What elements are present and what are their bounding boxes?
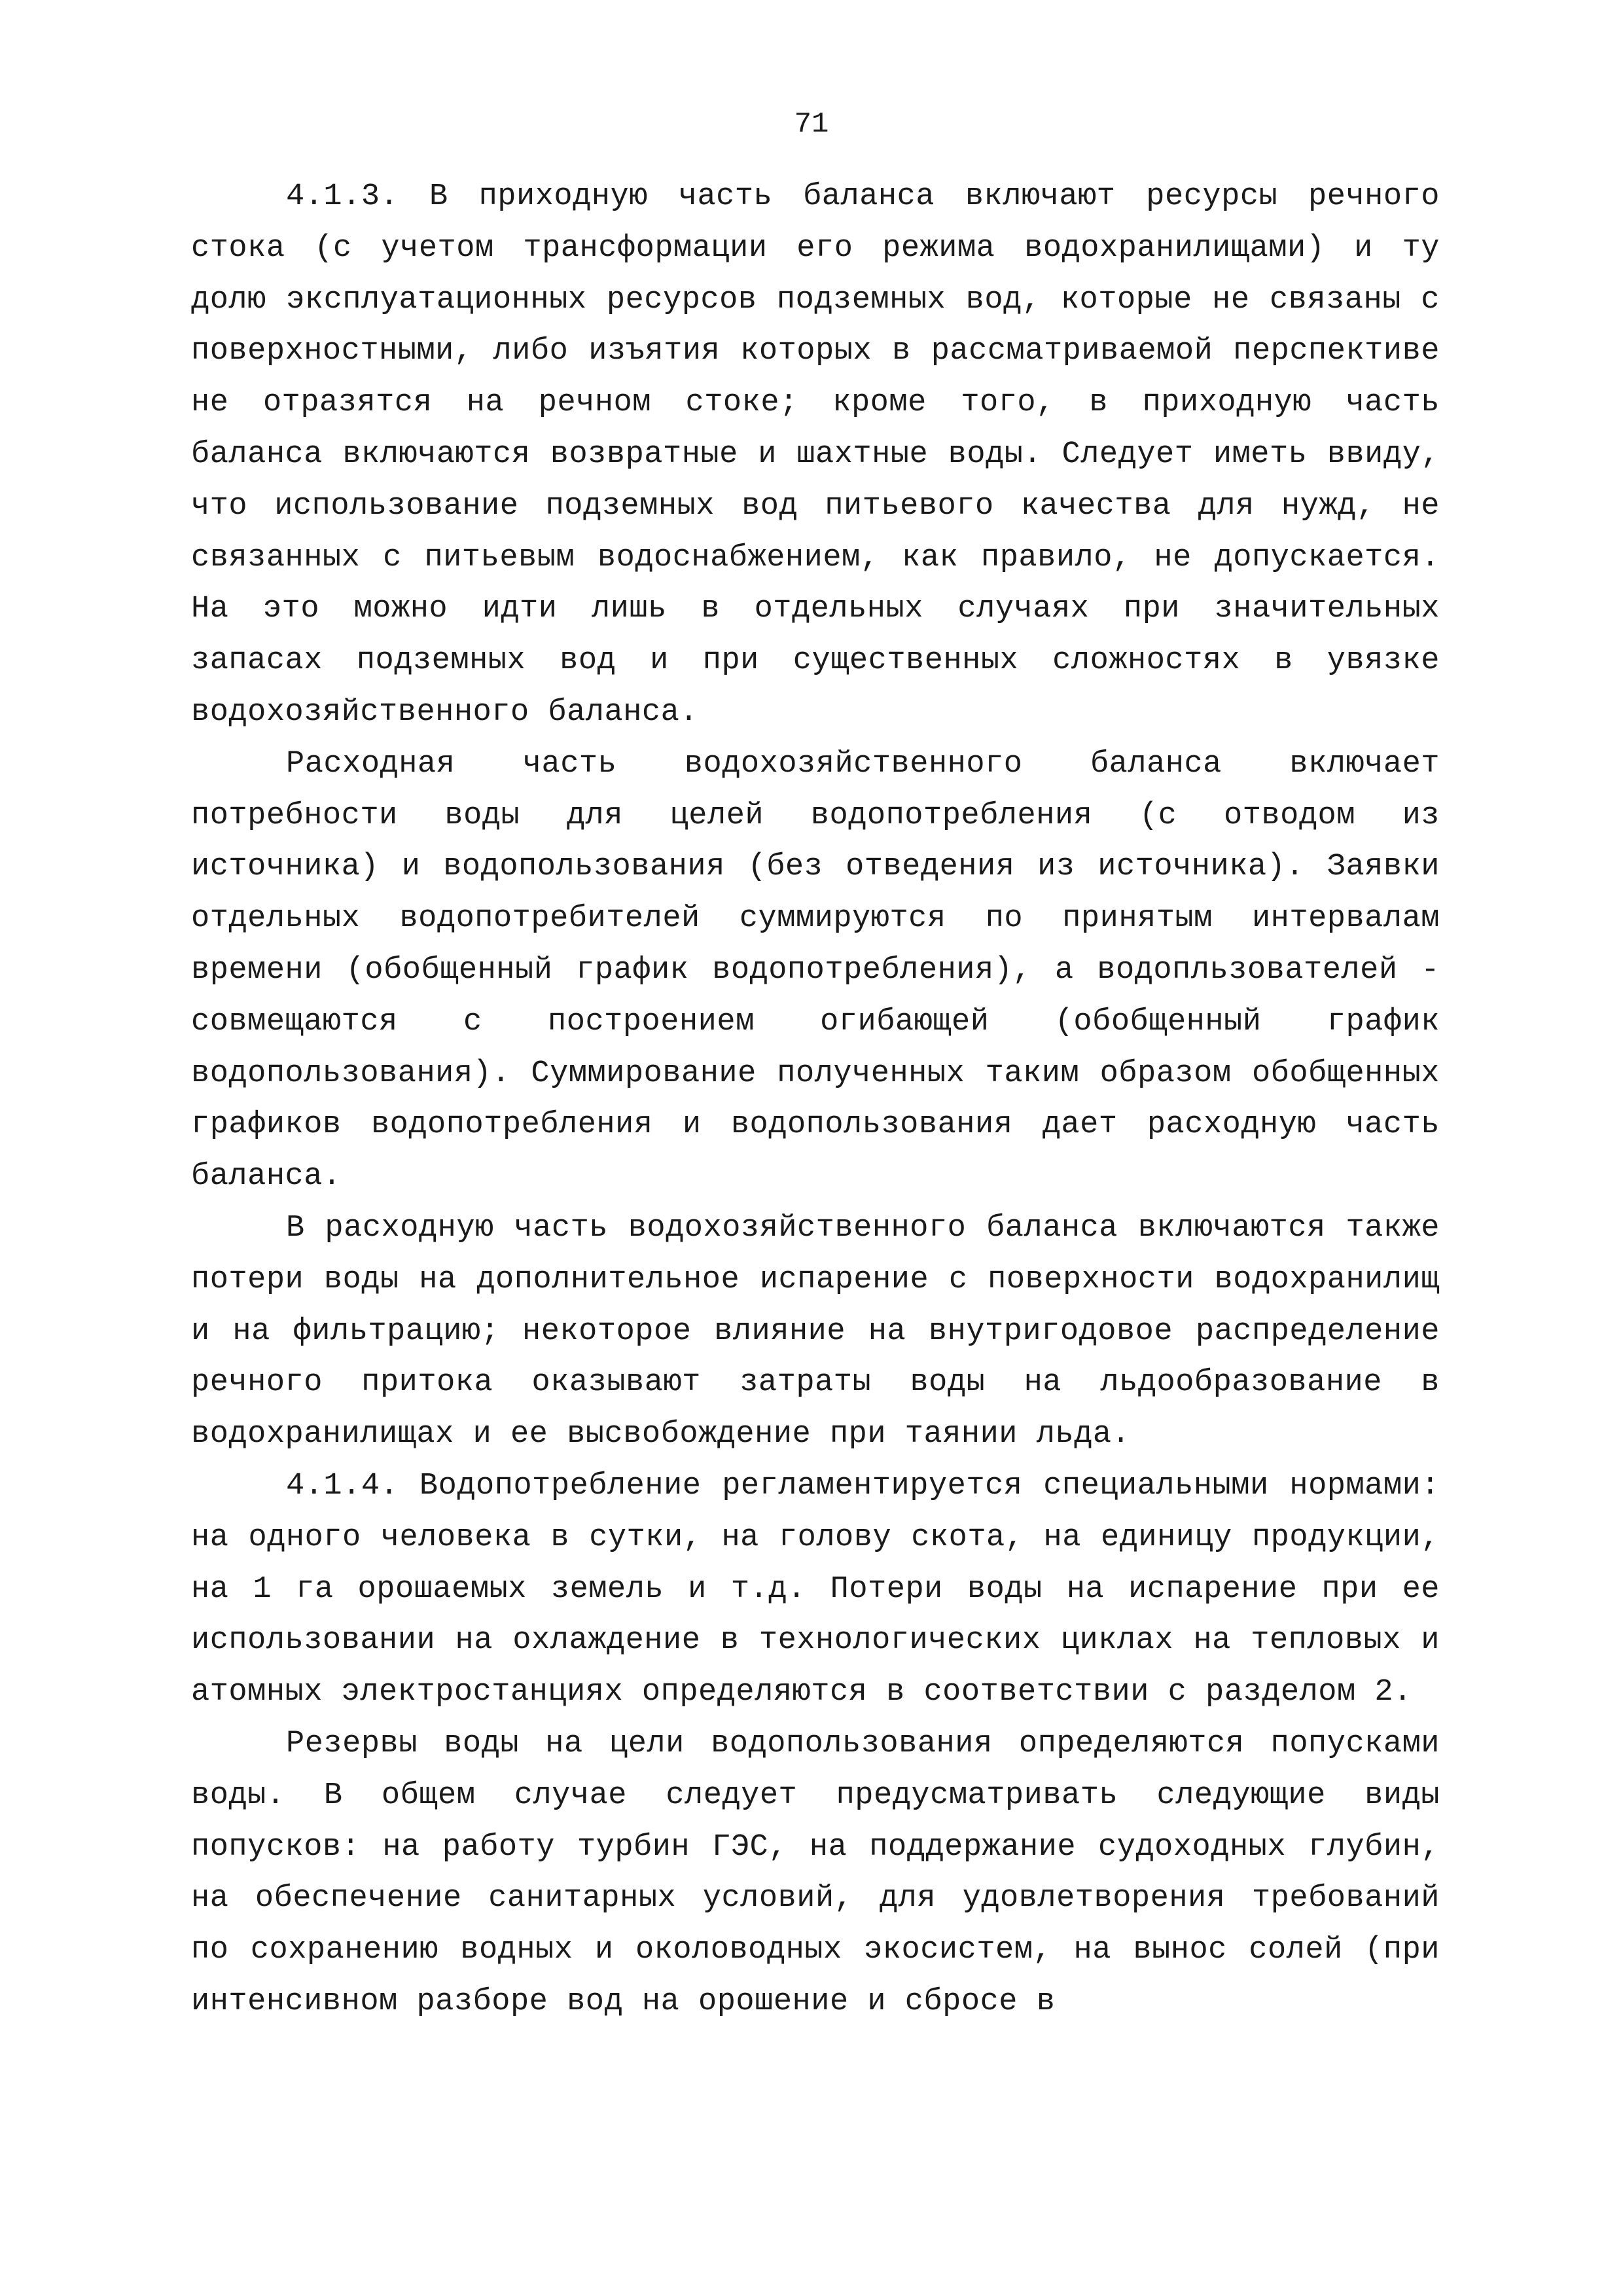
paragraph-reserves: Резервы воды на цели водопользования определяются попусками воды. В общем случае следует предусматривать следующие виды попусков: на работу турбин ГЭС, на поддержание судоходных глубин, на обеспечение санитарных условий, для удовлетворения требований по сохранению водных и околоводных экосистем, на вынос солей (при интенсивном разборе вод на орошение и сбросе в (191, 1726, 1440, 2019)
paragraph-4-1-4: 4.1.4. Водопотребление регламентируется специальными нормами: на одного человека в сутки, на голову скота, на единицу продукции, на 1 га орошаемых земель и т.д. Потери воды на испарение при ее использовании на охлаждение в технологических циклах на тепловых и атомных электростанциях определяются в соответствии с разделом 2. (191, 1468, 1440, 1710)
paragraph-losses: В расходную часть водохозяйственного баланса включаются также потери воды на дополнительное испарение с поверхности водохранилищ и на фильтрацию; некоторое влияние на внутригодовое распределение речного притока оказывают затраты воды на льдообразование в водохранилищах и ее высвобождение при таянии льда. (191, 1210, 1440, 1452)
document-body (191, 171, 1440, 2028)
paragraph-4-1-3: 4.1.3. В приходную часть баланса включают ресурсы речного стока (с учетом трансформации его режима водохранилищами) и ту долю эксплуатационных ресурсов подземных вод, которые не связаны с поверхностными, либо изъятия которых в рассматриваемой перспективе не отразятся на речном стоке; кроме того, в приходную часть баланса включаются возвратные и шахтные воды. Следует иметь ввиду, что использование подземных вод питьевого качества для нужд, не связанных с питьевым водоснабжением, как правило, не допускается. На это можно идти лишь в отдельных случаях при значительных запасах подземных вод и при существенных сложностях в увязке водохозяйственного баланса. (191, 179, 1440, 730)
paragraph-expenditure: Расходная часть водохозяйственного баланса включает потребности воды для целей водопотребления (с отводом из источника) и водопользования (без отведения из источника). Заявки отдельных водопотребителей суммируются по принятым интервалам времени (обобщенный график водопотребления), а водопльзователей - совмещаются с построением огибающей (обобщенный график водопользования). Суммирование полученных таким образом обобщенных графиков водопотребления и водопользования дает расходную часть баланса. (191, 746, 1440, 1194)
page-number: 71 (794, 108, 829, 141)
